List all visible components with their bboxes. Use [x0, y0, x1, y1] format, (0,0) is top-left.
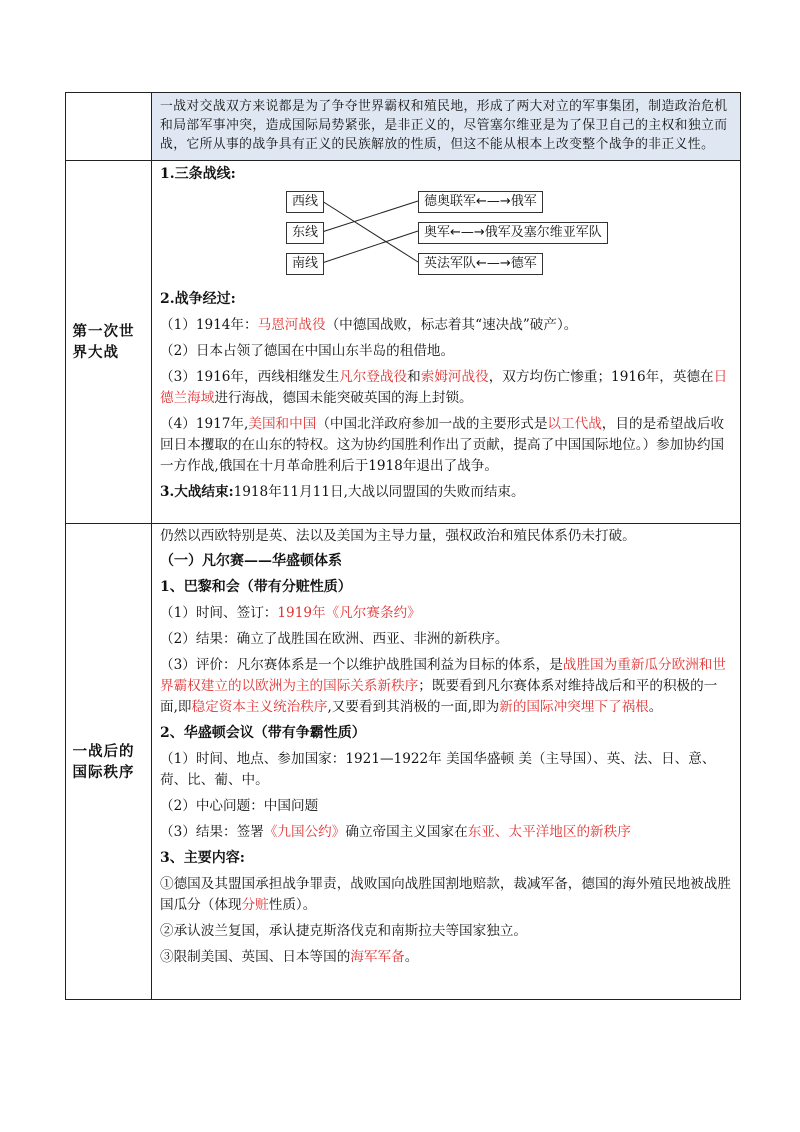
war-item-2: （2）日本占领了德国在中国山东半岛的租借地。: [160, 343, 455, 359]
versailles-washington-heading: （一）凡尔赛——华盛顿体系: [160, 553, 342, 569]
ww1-label: 第一次世界大战: [72, 323, 135, 361]
front-south-box: 南线: [286, 253, 324, 275]
content-item-1: ①德国及其盟国承担战争罪责，战败国向战胜国割地赔款，裁减军备，德国的海外殖民地被战胜国瓜分（体现分赃性质）。: [160, 876, 731, 913]
war-end: 3.大战结束:1918年11月11日,大战以同盟国的失败而结束。: [160, 484, 525, 500]
washington-conference-heading: 2、华盛顿会议（带有争霸性质）: [160, 725, 366, 741]
fronts-diagram: [160, 185, 732, 285]
intro-row: [66, 93, 741, 161]
west-opponents-box: 德奥联军←—→俄军: [418, 191, 543, 213]
ww1-label-cell: [66, 161, 152, 524]
postwar-row: [66, 524, 741, 1000]
postwar-label-cell: [66, 524, 152, 1000]
ww1-content-cell: [152, 161, 741, 524]
intro-right-cell: [152, 93, 741, 161]
intro-paragraph: 一战对交战双方来说都是为了争夺世界霸权和殖民地，形成了两大对立的军事集团，制造政治危机和局部军事冲突，造成国际局势紧张，是非正义的，尽管塞尔维亚是为了保卫自己的主权和独立而战，它所从事的战争具有正义的民族解放的性质，但这不能从根本上改变整个战争的非正义性。: [152, 93, 740, 160]
content-table: [65, 92, 741, 1000]
ww1-row: [66, 161, 741, 524]
war-item-4: （4）1917年,美国和中国（中国北洋政府参加一战的主要形式是以工代战，目的是希望战后收回日本攫取的在山东的特权。这为协约国胜利作出了贡献，提高了中国国际地位。）参加协约国一方作战,俄国在十月革命胜利后于1918年退出了战争。: [160, 416, 725, 474]
paris-item-1: （1）时间、签订：1919年《凡尔赛条约》: [160, 605, 421, 621]
paris-item-2: （2）结果：确立了战胜国在欧洲、西亚、非洲的新秩序。: [160, 631, 509, 647]
war-process-heading: 2.战争经过:: [160, 291, 236, 307]
line-east: [322, 201, 418, 232]
line-west: [322, 201, 418, 262]
washington-item-3: （3）结果：签署《九国公约》确立帝国主义国家在东亚、太平洋地区的新秩序: [160, 824, 631, 840]
postwar-content-cell: [152, 524, 741, 1000]
washington-item-2: （2）中心问题：中国问题: [160, 798, 319, 814]
intro-left-cell: [66, 93, 152, 161]
paris-item-3: （3）评价：凡尔赛体系是一个以维护战胜国利益为目标的体系，是战胜国为重新瓜分欧洲和世界霸权建立的以欧洲为主的国际关系新秩序；既要看到凡尔赛体系对维持战后和平的积极的一面,即稳定资本主义统治秩序,又要看到其消极的一面,即为新的国际冲突埋下了祸根。: [160, 657, 726, 715]
postwar-label: 一战后的国际秩序: [72, 742, 135, 781]
south-opponents-box: 英法军队←—→德军: [418, 253, 543, 275]
postwar-intro: 仍然以西欧特别是英、法以及美国为主导力量，强权政治和殖民体系仍未打破。: [160, 528, 636, 544]
front-west-box: 西线: [286, 191, 324, 213]
washington-item-1: （1）时间、地点、参加国家：1921—1922年 美国华盛顿 美（主导国）、英、法、日、意、荷、比、葡、中。: [160, 751, 716, 788]
content-item-3: ③限制美国、英国、日本等国的海军军备。: [160, 949, 419, 965]
three-fronts-heading: 1.三条战线:: [160, 166, 236, 182]
content-item-2: ②承认波兰复国，承认捷克斯洛伐克和南斯拉夫等国家独立。: [160, 923, 528, 939]
war-item-1: （1）1914年：马恩河战役（中德国战败，标志着其“速决战”破产）。: [160, 317, 578, 333]
paris-conference-heading: 1、巴黎和会（带有分赃性质）: [160, 579, 352, 595]
war-item-3: （3）1916年，西线相继发生凡尔登战役和索姆河战役，双方均伤亡惨重；1916年，英德在日德兰海域进行海战，德国未能突破英国的海上封锁。: [160, 369, 728, 406]
line-south: [322, 231, 418, 263]
east-opponents-box: 奥军←—→俄军及塞尔维亚军队: [418, 222, 608, 244]
main-content-heading: 3、主要内容:: [160, 850, 245, 866]
front-east-box: 东线: [286, 222, 324, 244]
